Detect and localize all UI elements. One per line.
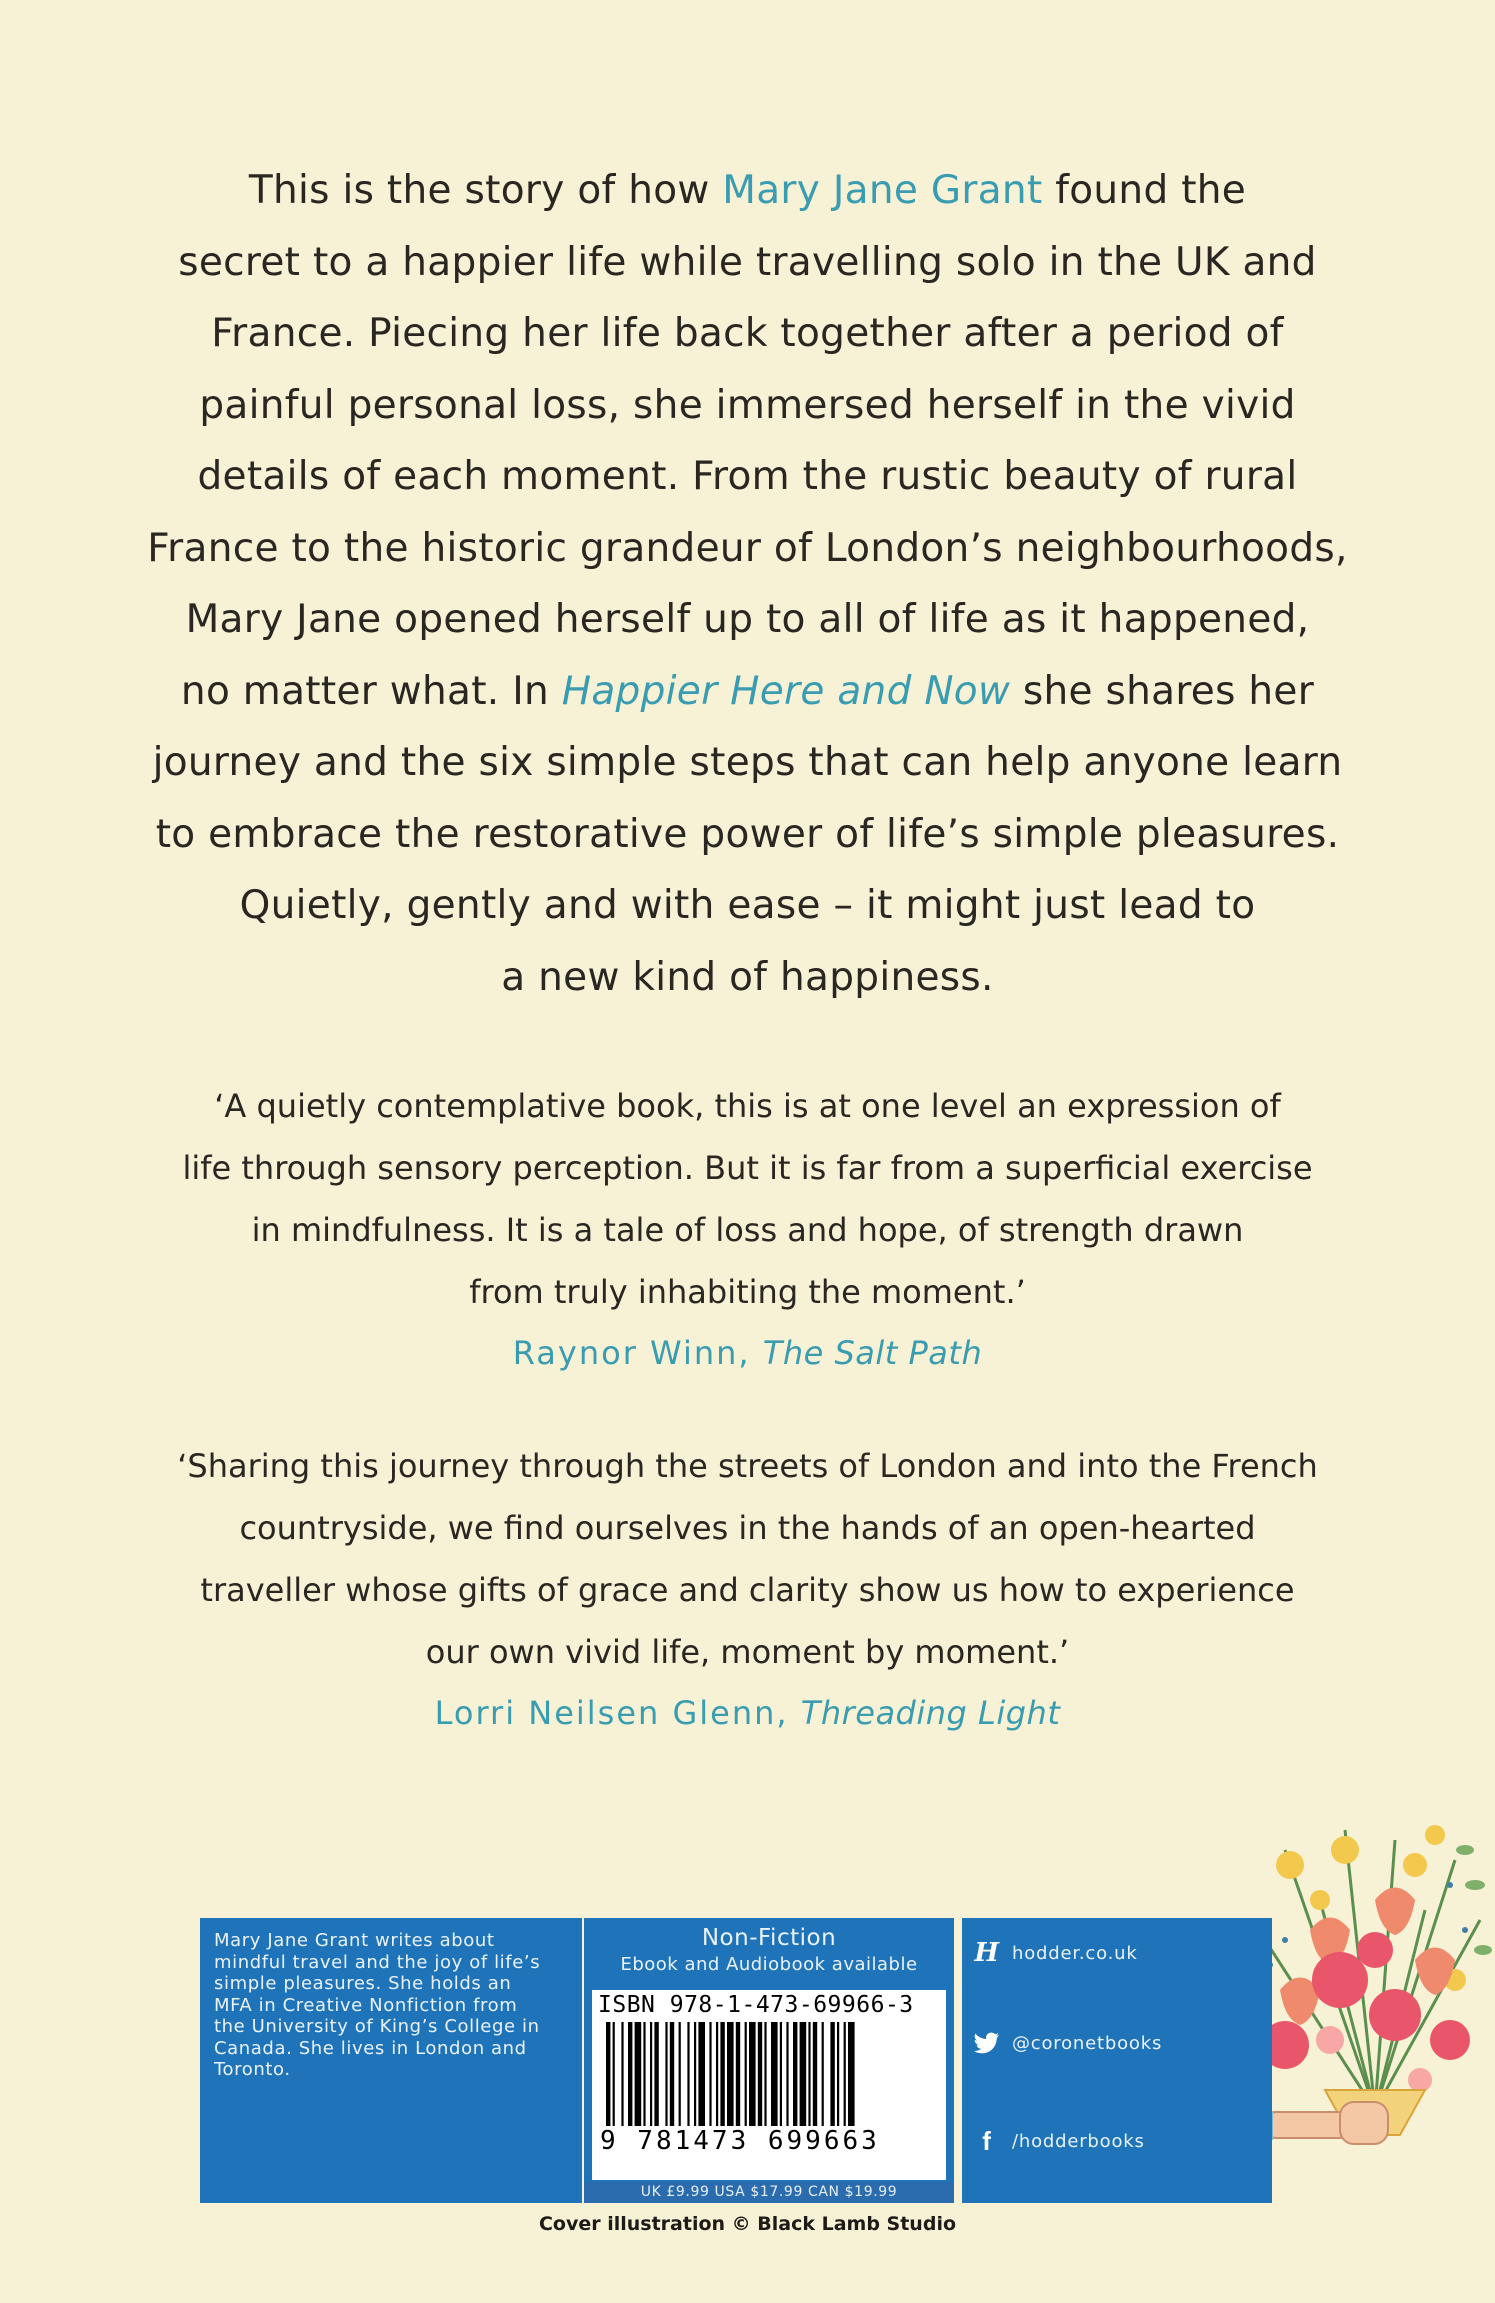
author-bio-panel	[200, 1918, 582, 2203]
barcode-bar	[844, 2022, 846, 2140]
website-row[interactable]	[974, 1940, 1138, 1966]
bio-line: the University of King’s College in	[214, 2016, 540, 2037]
quote-line: traveller whose gifts of grace and clarity show us how to experience	[200, 1571, 1295, 1609]
twitter-bird-icon	[974, 2030, 1000, 2056]
barcode-bar	[670, 2022, 674, 2140]
blurb-line: Mary Jane opened herself up to all of life as it happened,	[185, 597, 1310, 642]
barcode-icon	[602, 2022, 936, 2140]
barcode-bar	[698, 2022, 705, 2140]
isbn-box	[592, 1990, 946, 2180]
barcode-bar	[635, 2022, 642, 2140]
barcode-bar	[786, 2022, 788, 2140]
barcode-bar	[848, 2022, 855, 2140]
blurb-line: France to the historic grandeur of London’s neighbourhoods,	[147, 525, 1348, 571]
barcode-bar	[808, 2022, 810, 2140]
bio-line: Canada. She lives in London and	[214, 2037, 527, 2059]
facebook-row[interactable]	[974, 2125, 1145, 2156]
genre-label: Non-Fiction	[701, 1925, 837, 1951]
barcode-bar	[736, 2022, 740, 2140]
barcode-bar	[813, 2022, 817, 2140]
endorsement-2	[140, 1435, 1355, 1743]
blurb	[140, 155, 1355, 1013]
hodder-logo-icon: H	[974, 1938, 1000, 1968]
barcode-bar	[771, 2022, 778, 2140]
price-strip: UK £9.99 USA $17.99 CAN $19.99	[584, 2182, 954, 2203]
publication-info-panel	[584, 1918, 954, 2203]
blurb-line: France. Piecing her life back together after a period of	[211, 311, 1284, 356]
barcode-bar	[679, 2022, 681, 2140]
barcode-bar	[606, 2022, 610, 2140]
isbn-number: ISBN 978-1-473-69966-3	[598, 1992, 914, 2018]
endorser-1-work: The Salt Path	[762, 1334, 983, 1372]
endorser-2-work: Threading Light	[800, 1694, 1061, 1732]
endorser-1: Raynor Winn, The Salt Path	[512, 1334, 983, 1372]
barcode-bar	[822, 2022, 824, 2140]
barcode-bar	[628, 2022, 632, 2140]
twitter-handle[interactable]: @coronetbooks	[1012, 2032, 1163, 2054]
barcode-bar	[716, 2022, 718, 2140]
barcode-bar	[749, 2022, 756, 2140]
barcode-bar	[758, 2022, 762, 2140]
barcode-bar	[694, 2022, 696, 2140]
blurb-line: painful personal loss, she immersed herself in the vivid	[199, 382, 1296, 428]
barcode-bar	[837, 2022, 839, 2140]
author-name: Mary Jane Grant	[722, 168, 1043, 213]
quote-line: in mindfulness. It is a tale of loss and hope, of strength drawn	[251, 1211, 1244, 1249]
quote-line: ‘Sharing this journey through the streets of London and into the French	[177, 1447, 1318, 1485]
quote-line: countryside, we find ourselves in the hands of an open-hearted	[239, 1509, 1256, 1547]
barcode-bar	[764, 2022, 766, 2140]
blurb-line: no matter what. In Happier Here and Now she shares her	[180, 668, 1315, 714]
bio-line: Toronto.	[214, 2059, 291, 2080]
barcode-bar	[727, 2022, 734, 2140]
quote-line: our own vivid life, moment by moment.’	[425, 1633, 1070, 1671]
barcode-bar	[780, 2022, 782, 2140]
barcode-bar	[830, 2022, 834, 2140]
barcode-bar	[613, 2022, 615, 2140]
barcode-bar	[654, 2022, 658, 2140]
barcode-bar	[709, 2022, 711, 2140]
barcode-digits: 9 781473 699663	[600, 2126, 880, 2156]
twitter-row[interactable]	[974, 2030, 1162, 2056]
barcode-bar	[687, 2022, 689, 2140]
barcode-bar	[800, 2022, 807, 2140]
quote-line: life through sensory perception. But it is far from a superficial exercise	[182, 1149, 1313, 1187]
endorser-2: Lorri Neilsen Glenn, Threading Light	[434, 1694, 1061, 1732]
barcode-bar	[745, 2022, 747, 2140]
website-link[interactable]: hodder.co.uk	[1012, 1942, 1138, 1964]
quote-line: from truly inhabiting the moment.’	[469, 1273, 1026, 1311]
bio-line: Mary Jane Grant writes about	[214, 1930, 495, 1951]
barcode-bar	[665, 2022, 667, 2140]
blurb-line: journey and the six simple steps that can help anyone learn	[152, 740, 1343, 785]
blurb-line: This is the story of how Mary Jane Grant found the	[248, 168, 1247, 213]
bio-line: simple pleasures. She holds an	[214, 1973, 512, 1994]
blurb-line: to embrace the restorative power of life’s simple pleasures.	[155, 811, 1340, 857]
quote-line: ‘A quietly contemplative book, this is at one level an expression of	[214, 1087, 1281, 1125]
publisher-social-panel	[962, 1918, 1272, 2203]
blurb-line: a new kind of happiness.	[501, 954, 994, 1000]
barcode-bar	[650, 2022, 652, 2140]
barcode-bar	[793, 2022, 797, 2140]
cover-illustration-credit: Cover illustration © Black Lamb Studio	[538, 2213, 957, 2235]
blurb-line: Quietly, gently and with ease – it might just lead to	[239, 883, 1256, 928]
facebook-icon: f	[982, 2125, 992, 2156]
barcode-bar	[621, 2022, 623, 2140]
bio-line: mindful travel and the joy of life’s	[214, 1951, 541, 1973]
barcode-bar	[720, 2022, 724, 2140]
blurb-line: details of each moment. From the rustic beauty of rural	[197, 454, 1298, 499]
endorsement-1	[140, 1075, 1355, 1383]
blurb-line: secret to a happier life while travelling solo in the UK and	[178, 239, 1317, 285]
barcode-bar	[643, 2022, 645, 2140]
bio-line: MFA in Creative Nonfiction from	[214, 1994, 518, 2016]
availability-label: Ebook and Audiobook available	[620, 1954, 918, 1975]
facebook-handle[interactable]: /hodderbooks	[1012, 2130, 1145, 2152]
book-title: Happier Here and Now	[561, 668, 1011, 714]
